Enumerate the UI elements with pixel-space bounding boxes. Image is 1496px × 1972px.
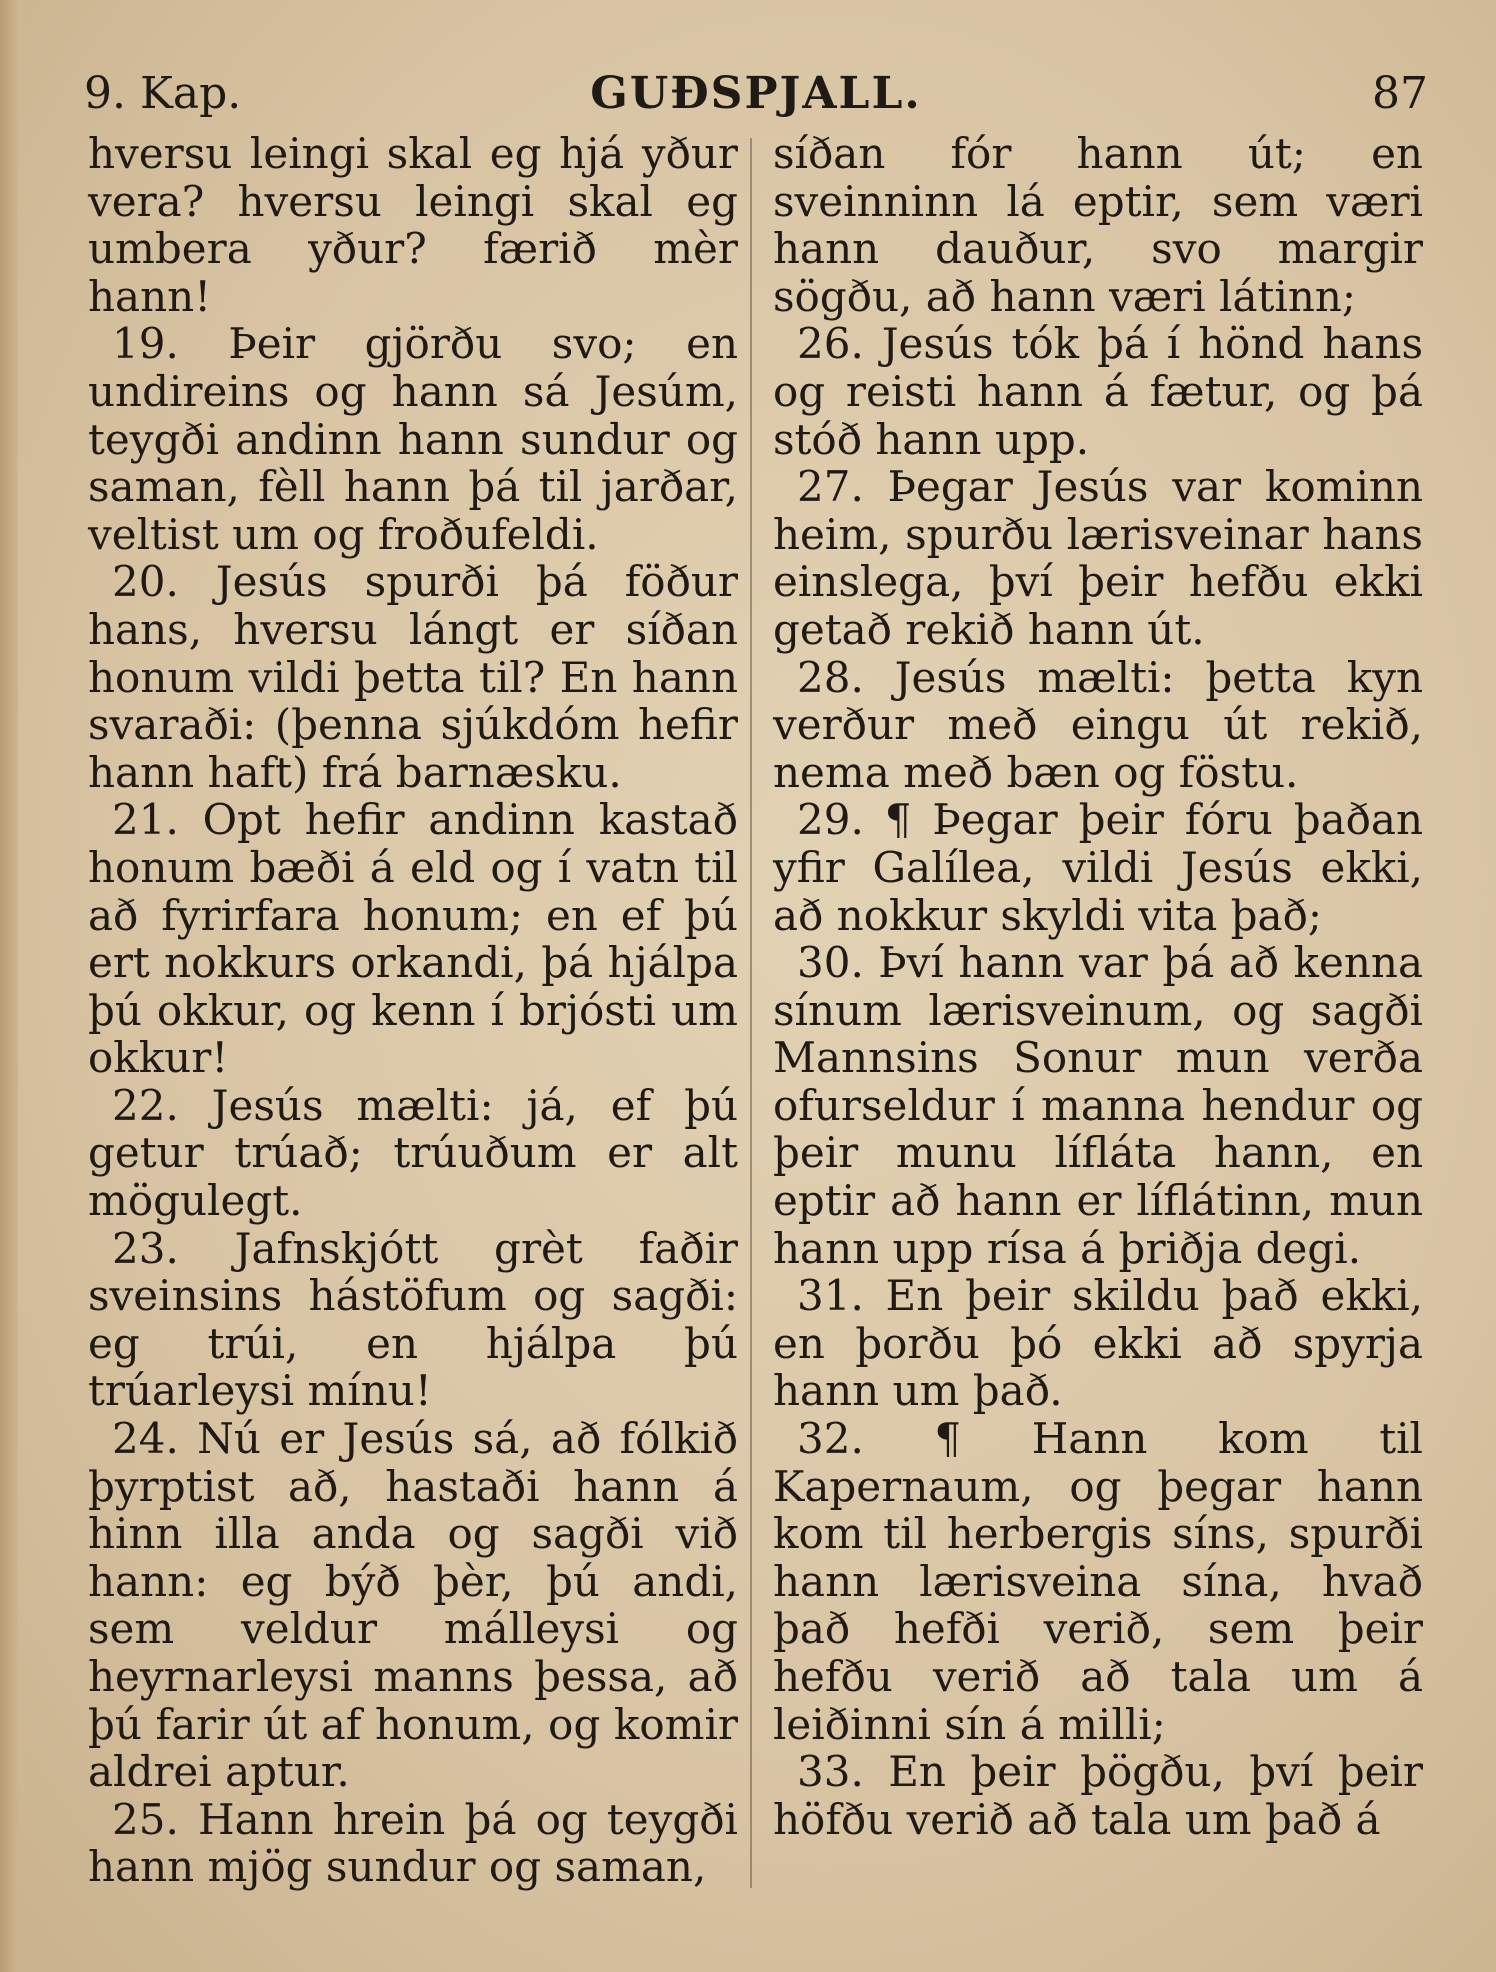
verse-32: 32. ¶ Hann kom til Kapernaum, og þegar hann kom til herbergis síns, spurði hann lærisveina sína, hvað það hefði verið, sem þeir hefðu verið að tala um á leiðinni sín á milli;: [773, 1414, 1423, 1749]
verse-26: 26. Jesús tók þá í hönd hans og reisti hann á fætur, og þá stóð hann upp.: [773, 319, 1423, 464]
page-title: GUÐSPJALL.: [590, 68, 922, 119]
chapter-label: 9. Kap.: [84, 68, 242, 119]
running-header: [84, 62, 1428, 126]
verse-19: 19. Þeir gjörðu svo; en undireins og hann sá Jesúm, teygði andinn hann sundur og saman, fèll hann þá til jarðar, veltist um og froðufeldi.: [88, 319, 738, 559]
verse-continuation: hversu leingi skal eg hjá yður vera? hversu leingi skal eg umbera yður? færið mèr hann!: [88, 129, 738, 321]
verse-25: 25. Hann hrein þá og teygði hann mjög sundur og saman,: [88, 1794, 738, 1892]
verse-31: 31. En þeir skildu það ekki, en þorðu þó ekki að spyrja hann um það.: [773, 1271, 1423, 1416]
page-gutter: [0, 0, 18, 1972]
column-divider: [750, 138, 752, 1888]
left-column: [88, 130, 738, 1891]
verse-23: 23. Jafnskjótt grèt faðir sveinsins hástöfum og sagði: eg trúi, en hjálpa þú trúarleysi mínu!: [88, 1223, 738, 1416]
verse-27: 27. Þegar Jesús var kominn heim, spurðu lærisveinar hans einslega, því þeir hefðu ekki getað rekið hann út.: [773, 462, 1423, 654]
page-number: 87: [1372, 68, 1428, 119]
verse-33: 33. En þeir þögðu, því þeir höfðu verið að tala um það á: [773, 1747, 1423, 1844]
verse-21: 21. Opt hefir andinn kastað honum bæði á eld og í vatn til að fyrirfara honum; en ef þú ert nokkurs orkandi, þá hjálpa þú okkur, og kenn í brjósti um okkur!: [88, 795, 738, 1083]
verse-30: 30. Því hann var þá að kenna sínum lærisveinum, og sagði Mannsins Sonur mun verða ofurseldur í manna hendur og þeir munu lífláta hann, en eptir að hann er líflátinn, mun hann upp rísa á þriðja degi.: [773, 938, 1423, 1273]
verse-24: 24. Nú er Jesús sá, að fólkið þyrptist að, hastaði hann á hinn illa anda og sagði við hann: eg býð þèr, þú andi, sem veldur málleysi og heyrnarleysi manns þessa, að þú farir út af honum, og komir aldrei aptur.: [88, 1414, 738, 1797]
verse-continuation: síðan fór hann út; en sveinninn lá eptir, sem væri hann dauður, svo margir sögðu, að hann væri látinn;: [773, 129, 1423, 321]
verse-28: 28. Jesús mælti: þetta kyn verður með eingu út rekið, nema með bæn og föstu.: [773, 652, 1423, 797]
verse-20: 20. Jesús spurði þá föður hans, hversu lángt er síðan honum vildi þetta til? En hann svaraði: (þenna sjúkdóm hefir hann haft) frá barnæsku.: [88, 557, 738, 797]
right-column: [773, 130, 1423, 1843]
verse-29: 29. ¶ Þegar þeir fóru þaðan yfir Galílea, vildi Jesús ekki, að nokkur skyldi vita það;: [773, 795, 1423, 940]
verse-22: 22. Jesús mælti: já, ef þú getur trúað; trúuðum er alt mögulegt.: [88, 1080, 738, 1226]
